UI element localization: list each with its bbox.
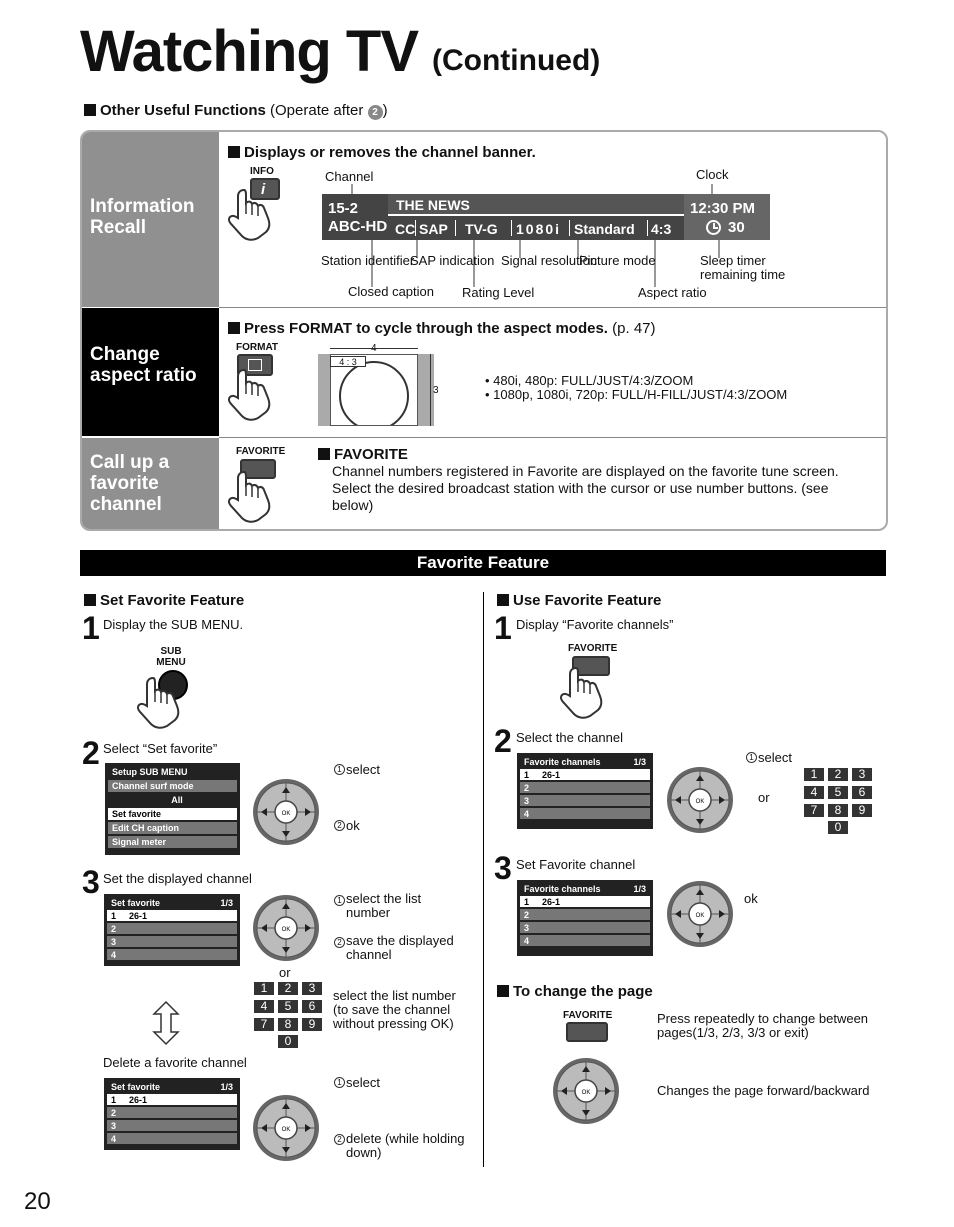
list-row[interactable]: 3: [107, 1120, 237, 1131]
hand-icon: [226, 188, 272, 244]
aspect-heading: Press FORMAT to cycle through the aspect modes. (p. 47): [228, 320, 656, 337]
numpad[interactable]: 1 2 3 4 5 6 7 8 9 0: [254, 982, 324, 1048]
use-fav-heading: Use Favorite Feature: [497, 592, 661, 609]
dim-w: 4: [371, 343, 377, 354]
callout-closed-caption: Closed caption: [348, 284, 434, 299]
list-row[interactable]: 3: [520, 795, 650, 806]
aspect-diagram: 4 : 3: [318, 354, 434, 426]
favorite-body: Channel numbers registered in Favorite are displayed on the favorite tune screen. Select the desired broadcast station with the cursor or use number buttons. (see below): [332, 463, 839, 513]
save-channel-label: save the displayed channel: [346, 933, 454, 962]
updown-arrow-icon: [152, 1000, 180, 1046]
aspect-mode-2: • 1080p, 1080i, 720p: FULL/H-FILL/JUST/4:3/ZOOM: [485, 387, 788, 402]
menu-item[interactable]: All: [113, 794, 237, 806]
step-number: 2: [494, 723, 512, 759]
list-row[interactable]: 1 26-1: [520, 769, 650, 780]
change-page-heading: To change the page: [497, 983, 653, 1000]
list-row[interactable]: 3: [520, 922, 650, 933]
svg-text:OK: OK: [281, 927, 291, 933]
callout-station-id: Station identifier: [321, 253, 415, 268]
step3-text: Set the displayed channel: [103, 871, 252, 886]
select-list-label: select the list number: [346, 891, 422, 920]
menu-title: Setup SUB MENU: [108, 766, 237, 778]
callout-sap: SAP indication: [410, 253, 495, 268]
step-number: 2: [82, 735, 100, 771]
dpad-icon[interactable]: [666, 766, 736, 836]
favorite-feature-bar: Favorite Feature: [80, 550, 886, 576]
callout-channel: Channel: [325, 169, 374, 184]
list-row[interactable]: 3: [107, 936, 237, 947]
use-select-label: select: [758, 750, 792, 765]
favorite-channels-list: Favorite channels 1/3 1 26-1 2 3 4: [517, 753, 653, 829]
use-ok-label: ok: [744, 891, 758, 906]
menu-item[interactable]: Signal meter: [108, 836, 237, 848]
use-step3-text: Set Favorite channel: [516, 857, 636, 872]
delete-favorite-list: Set favorite 1/3 1 26-1 2 3 4: [104, 1078, 240, 1150]
favorite-button[interactable]: [566, 1022, 608, 1042]
dpad-icon[interactable]: [252, 1094, 322, 1164]
or-label: or: [279, 965, 291, 980]
callout-clock: Clock: [696, 167, 729, 182]
set-fav-heading: Set Favorite Feature: [84, 592, 244, 609]
step-number: 3: [494, 850, 512, 886]
or-label: or: [758, 790, 770, 805]
step2-text: Select “Set favorite”: [103, 741, 218, 756]
callout-rating: Rating Level: [462, 285, 535, 300]
submenu-label: SUB MENU: [156, 646, 186, 668]
delete-label: delete (while holding down): [346, 1131, 465, 1160]
callout-signal: Signal resolution: [501, 253, 598, 268]
dim-line-height: [430, 354, 431, 426]
page-title: Watching TV: [80, 19, 419, 84]
menu-item[interactable]: Channel surf mode: [108, 780, 237, 792]
dpad-icon[interactable]: [252, 894, 322, 964]
list-row[interactable]: 4: [520, 935, 650, 946]
banner-clock-box: 12:30 PM 30: [684, 194, 770, 240]
callout-picture-mode: Picture mode: [579, 253, 656, 268]
list-row[interactable]: 2: [520, 782, 650, 793]
svg-text:OK: OK: [695, 799, 705, 805]
list-row[interactable]: 2: [107, 1107, 237, 1118]
banner-program: THE NEWS: [388, 194, 684, 214]
step-number: 3: [82, 864, 100, 900]
column-divider: [483, 592, 484, 1167]
svg-text:OK: OK: [281, 1127, 291, 1133]
info-recall-heading: Displays or removes the channel banner.: [228, 144, 536, 161]
callout-aspect: Aspect ratio: [638, 285, 707, 300]
step-number: 1: [494, 610, 512, 646]
page-subtitle: (Continued): [432, 44, 601, 77]
dpad-icon[interactable]: [552, 1057, 622, 1127]
use-step2-text: Select the channel: [516, 730, 623, 745]
other-functions-header: Other Useful Functions (Operate after 2 ): [84, 102, 388, 120]
delete-text: Delete a favorite channel: [103, 1055, 247, 1070]
list-row[interactable]: 4: [520, 808, 650, 819]
use-step1-text: Display “Favorite channels”: [516, 617, 674, 632]
callout-sleep: Sleep timer remaining time: [700, 253, 786, 282]
hand-icon: [135, 676, 181, 732]
setup-submenu: [105, 763, 240, 855]
list-row[interactable]: 2: [520, 909, 650, 920]
aspect-label: Change aspect ratio: [82, 308, 219, 436]
arrow-note: Changes the page forward/backward: [657, 1083, 870, 1098]
hand-icon: [226, 368, 272, 424]
functions-panel: [80, 130, 888, 531]
favorite-button-label: FAVORITE: [563, 1010, 613, 1021]
list-row[interactable]: 4: [107, 1133, 237, 1144]
svg-text:OK: OK: [581, 1090, 591, 1096]
dim-h: 3: [433, 385, 439, 396]
info-recall-label: Information Recall: [82, 132, 219, 307]
favorite-heading: FAVORITE: [318, 446, 408, 463]
numpad[interactable]: 1 2 3 4 5 6 7 8 9 0: [804, 768, 874, 834]
delete-select-label: select: [346, 1075, 380, 1090]
dpad-ok-label: ok: [346, 818, 360, 833]
banner-channel-box: 15-2 ABC-HD: [322, 194, 388, 240]
favorite-label: Call up a favorite channel: [82, 438, 219, 531]
menu-item[interactable]: Edit CH caption: [108, 822, 237, 834]
info-button-label: INFO: [250, 166, 274, 177]
set-favorite-list: Set favorite 1/3 1 26-1 2 3 4: [104, 894, 240, 966]
step-badge: 2: [368, 105, 383, 120]
dpad-select-label: select: [346, 762, 380, 777]
info-icon: i: [261, 181, 266, 198]
banner-status-row: CC SAP TV-G 1080i Standard 4:3: [388, 216, 684, 240]
dpad-icon[interactable]: [252, 778, 322, 848]
favorite-button-label: FAVORITE: [236, 446, 286, 457]
dpad-icon[interactable]: [666, 880, 736, 950]
list-row[interactable]: 2: [107, 923, 237, 934]
svg-text:OK: OK: [281, 811, 291, 817]
hand-icon: [226, 470, 272, 526]
list-row[interactable]: 1 26-1: [107, 1094, 237, 1105]
list-row[interactable]: 4: [107, 949, 237, 960]
press-note: Press repeatedly to change between pages(1/3, 2/3, 3/3 or exit): [657, 1011, 869, 1040]
aspect-mode-1: • 480i, 480p: FULL/JUST/4:3/ZOOM: [485, 373, 694, 388]
list-row[interactable]: 1 26-1: [520, 896, 650, 907]
format-button-label: FORMAT: [236, 342, 279, 353]
numpad-note: select the list number (to save the channel without pressing OK): [333, 988, 456, 1031]
step-number: 1: [82, 610, 100, 646]
page-number: 20: [24, 1188, 51, 1215]
step1-text: Display the SUB MENU.: [103, 617, 244, 632]
favorite-button-label: FAVORITE: [568, 643, 618, 654]
favorite-channels-list: Favorite channels 1/3 1 26-1 2 3 4: [517, 880, 653, 956]
svg-text:OK: OK: [695, 913, 705, 919]
hand-icon: [558, 666, 604, 722]
list-row[interactable]: 1 26-1: [107, 910, 237, 921]
menu-item-selected[interactable]: Set favorite: [108, 808, 237, 820]
